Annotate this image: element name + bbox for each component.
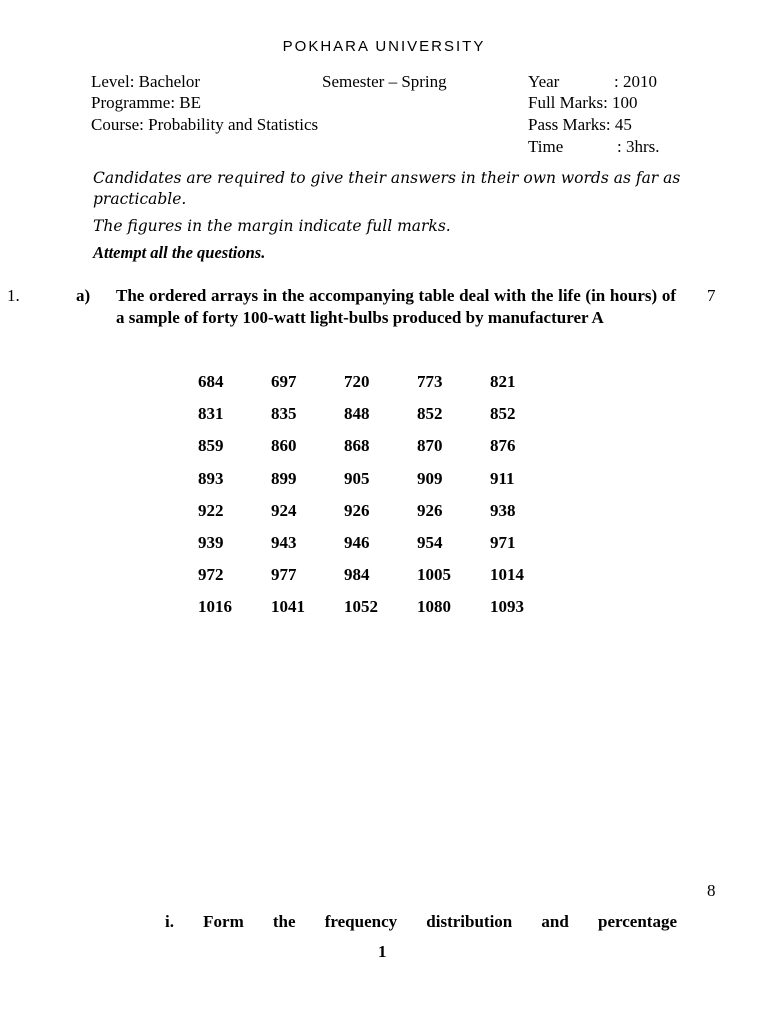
- subquestion-line: [165, 912, 677, 932]
- question-part: a): [76, 286, 91, 305]
- table-cell: 1005: [417, 565, 451, 585]
- table-cell: 848: [344, 404, 370, 424]
- table-cell: 859: [198, 436, 224, 456]
- instruction-own-words: Candidates are required to give their answers in their own words as far as practicable.: [93, 169, 681, 208]
- table-cell: 938: [490, 500, 516, 520]
- subquestion-number: i.: [165, 912, 174, 931]
- table-cell: 971: [490, 533, 516, 553]
- table-cell: 835: [271, 404, 297, 424]
- table-cell: 720: [344, 372, 370, 392]
- table-cell: 939: [198, 533, 224, 553]
- full-marks-info: Full Marks: 100: [528, 93, 638, 112]
- table-row: [198, 463, 563, 495]
- subquestion-word: distribution: [426, 912, 513, 931]
- table-cell: 868: [344, 436, 370, 456]
- table-cell: 1080: [417, 597, 451, 617]
- course-info: Course: Probability and Statistics: [91, 115, 319, 134]
- table-row: [198, 559, 563, 591]
- table-cell: 943: [271, 533, 297, 553]
- table-cell: 870: [417, 436, 443, 456]
- table-cell: 773: [417, 372, 443, 392]
- year-label: Year: [528, 72, 560, 91]
- table-cell: 1093: [490, 597, 524, 617]
- table-cell: 1041: [271, 597, 305, 617]
- table-cell: 684: [198, 372, 224, 392]
- instruction-attempt-all: Attempt all the questions.: [93, 243, 266, 262]
- time-value: : 3hrs.: [617, 137, 660, 156]
- table-cell: 860: [271, 436, 297, 456]
- year-value: : 2010: [614, 72, 657, 91]
- subquestion-word: and: [541, 912, 569, 931]
- page-number: 1: [378, 942, 387, 961]
- table-cell: 972: [198, 565, 224, 585]
- table-cell: 1016: [198, 597, 232, 617]
- table-cell: 905: [344, 468, 370, 488]
- table-cell: 924: [271, 500, 297, 520]
- table-row: [198, 591, 563, 623]
- university-title: POKHARA UNIVERSITY: [282, 38, 486, 55]
- table-cell: 876: [490, 436, 516, 456]
- time-label: Time: [528, 137, 564, 156]
- instruction-margin-marks: The figures in the margin indicate full marks.: [93, 217, 451, 235]
- table-cell: 984: [344, 565, 370, 585]
- subquestion-word: the: [272, 912, 296, 931]
- table-cell: 852: [490, 404, 516, 424]
- programme-info: Programme: BE: [91, 93, 202, 112]
- table-cell: 954: [417, 533, 443, 553]
- pass-marks-info: Pass Marks: 45: [528, 115, 632, 134]
- table-cell: 831: [198, 404, 224, 424]
- semester-info: Semester – Spring: [322, 72, 447, 91]
- bulb-life-table: [198, 366, 563, 624]
- table-cell: 977: [271, 565, 297, 585]
- table-cell: 697: [271, 372, 297, 392]
- table-cell: 946: [344, 533, 370, 553]
- table-row: [198, 527, 563, 559]
- table-cell: 852: [417, 404, 443, 424]
- subquestion-marks: 8: [707, 881, 716, 900]
- table-row: [198, 495, 563, 527]
- subquestion-word: percentage: [598, 912, 677, 931]
- table-cell: 922: [198, 500, 224, 520]
- question-marks: 7: [707, 286, 716, 305]
- level-info: Level: Bachelor: [91, 72, 201, 91]
- table-cell: 1052: [344, 597, 378, 617]
- table-cell: 893: [198, 468, 224, 488]
- table-row: [198, 430, 563, 462]
- table-cell: 911: [490, 468, 515, 488]
- table-cell: 926: [417, 500, 443, 520]
- table-cell: 926: [344, 500, 370, 520]
- table-row: [198, 366, 563, 398]
- question-number: 1.: [7, 286, 20, 305]
- table-cell: 1014: [490, 565, 524, 585]
- subquestion-word: Form: [203, 912, 244, 931]
- question-text: The ordered arrays in the accompanying table deal with the life (in hours) of a sample of forty 100-watt light-bulbs produced by manufacturer A: [116, 286, 676, 327]
- subquestion-word: frequency: [324, 912, 398, 931]
- table-cell: 909: [417, 468, 443, 488]
- table-cell: 899: [271, 468, 297, 488]
- table-cell: 821: [490, 372, 516, 392]
- table-row: [198, 398, 563, 430]
